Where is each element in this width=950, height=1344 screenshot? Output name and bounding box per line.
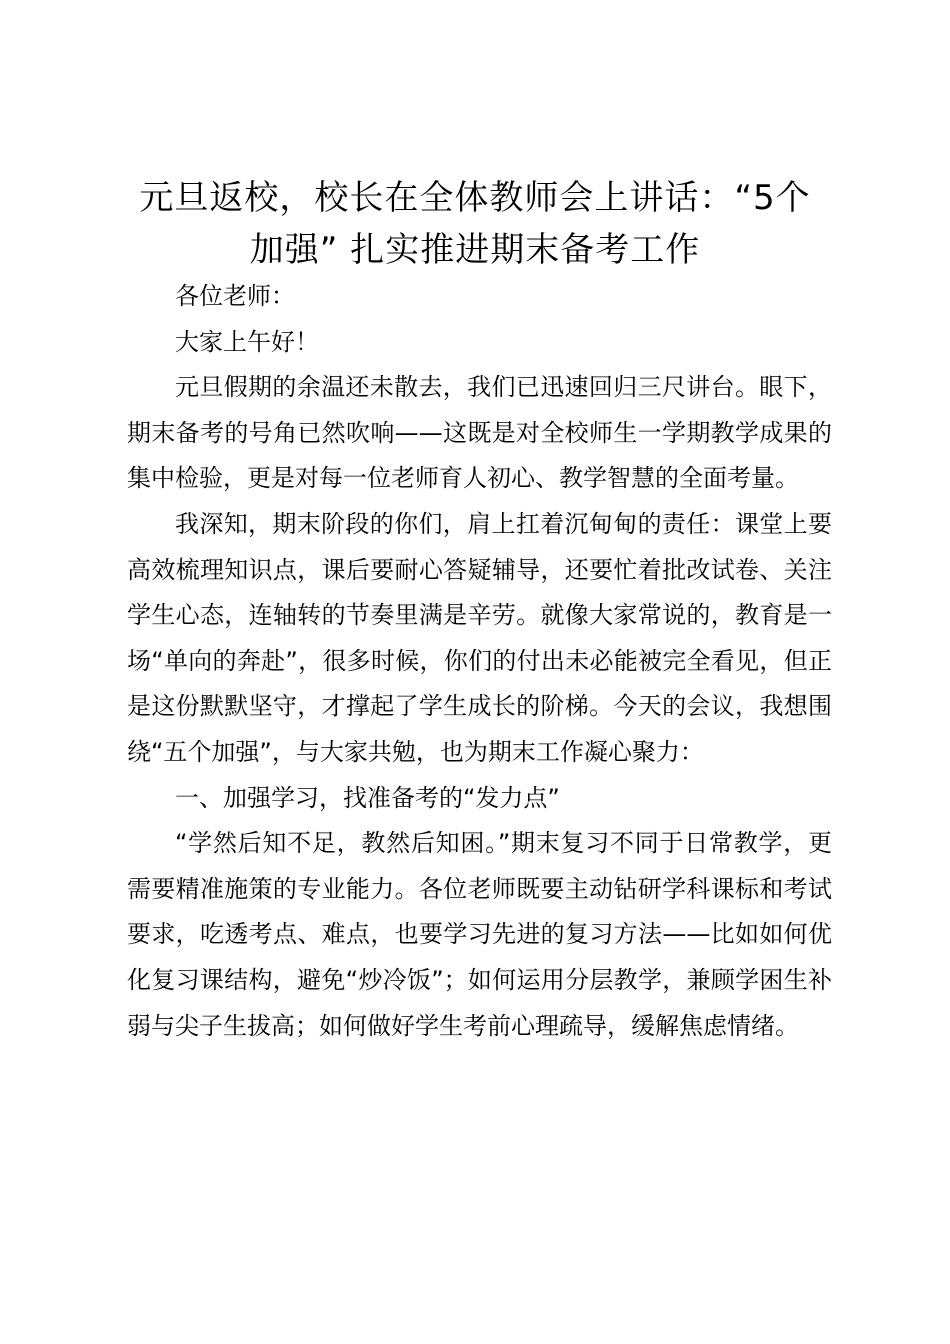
greeting: 大家上午好！ bbox=[175, 327, 319, 356]
section-heading-1: 一、加强学习，找准备考的“发力点” bbox=[175, 783, 560, 812]
paragraph-section-1: “学然后知不足，教然后知困。”期末复习不同于日常教学，更需要精准施策的专业能力。各位老师既要主动钻研学科课标和考试要求，吃透考点、难点，也要学习先进的复习方法——比如如何优化复习课结构，避免“炒冷饭”；如何运用分层教学，兼顾学困生补弱与尖子生拔高；如何做好学生考前心理疏导，缓解焦虑情绪。 bbox=[127, 829, 832, 1040]
salutation: 各位老师： bbox=[175, 282, 295, 310]
title-line-1: 元旦返校，校长在全体教师会上讲话：“5个 bbox=[139, 178, 811, 218]
document-title bbox=[110, 172, 840, 276]
paragraph-appreciation: 我深知，期末阶段的你们，肩上扛着沉甸甸的责任：课堂上要高效梳理知识点，课后要耐心答疑辅导，还要忙着批改试卷、关注学生心态，连轴转的节奏里满是辛劳。就像大家常说的，教育是一场“单向的奔赴”，很多时候，你们的付出未必能被完全看见，但正是这份默默坚守，才撑起了学生成长的阶梯。今天的会议，我想围绕“五个加强”，与大家共勉，也为期末工作凝心聚力： bbox=[127, 509, 832, 766]
document-body bbox=[127, 274, 832, 1049]
title-line-2: 加强” 扎实推进期末备考工作 bbox=[249, 230, 701, 270]
paragraph-intro: 元旦假期的余温还未散去，我们已迅速回归三尺讲台。眼下，期末备考的号角已然吹响——这既是对全校师生一学期教学成果的集中检验，更是对每一位老师育人初心、教学智慧的全面考量。 bbox=[127, 373, 832, 493]
